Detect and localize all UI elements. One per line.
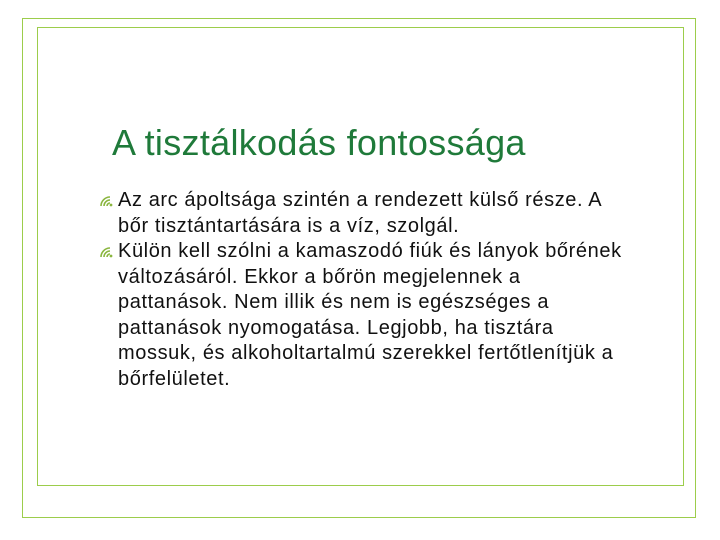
slide-title: A tisztálkodás fontossága: [112, 122, 526, 163]
bullet-text: Külön kell szólni a kamaszodó fiúk és lányok bőrének változásáról. Ekkor a bőrön megjelennek a pattanások. Nem illik és nem is egészséges a pattanások nyomogatása. Legjobb, ha tisztára mossuk, és alkoholtartalmú szerekkel fertőtlenítjük a bőrfelületet.: [118, 240, 622, 390]
slide-body: [100, 188, 630, 392]
wifi-signal-bullet-icon: [100, 196, 114, 207]
bullet-item: [100, 239, 630, 392]
wifi-signal-bullet-icon: [100, 247, 114, 258]
bullet-item: [100, 188, 630, 239]
bullet-text: Az arc ápoltsága szintén a rendezett külső része. A bőr tisztántartására is a víz, szolgál.: [118, 189, 602, 237]
